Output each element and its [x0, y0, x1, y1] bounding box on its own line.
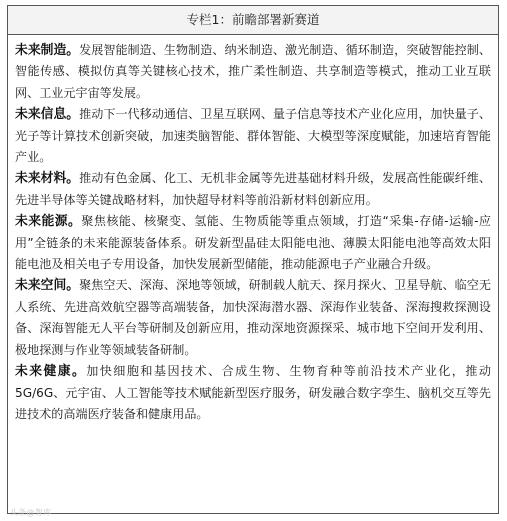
- watermark: 头条@智库: [10, 508, 52, 517]
- section-body: 推动有色金属、化工、无机非金属等先进基础材料升级，发展高性能碳纤维、先进半导体等关键战略材料，加快超导材料等前沿新材料创新应用。: [15, 171, 491, 207]
- section-head: 未来信息。: [15, 107, 80, 123]
- section-future-energy: [15, 211, 491, 275]
- section-body: 加快细胞和基因技术、合成生物、生物育种等前沿技术产业化，推动5G/6G、元宇宙、人工智能等技术赋能新型医疗服务，研发融合数字孪生、脑机交互等先进技术的高端医疗装备和健康用品。: [15, 364, 491, 421]
- section-body: 聚焦空天、深海、深地等领域，研制载人航天、探月探火、卫星导航、临空无人系统、先进高效航空器等高端装备，加快深海潜水器、深海作业装备、深海搜救探测设备、深海智能无人平台等研制及创新应用，推动深地资源探采、城市地下空间开发利用、极地探测与作业等领域装备研制。: [15, 278, 491, 357]
- section-head: 未来能源。: [15, 214, 82, 230]
- column-content: [8, 35, 498, 425]
- section-head: 未来空间。: [15, 278, 80, 294]
- section-future-space: [15, 275, 491, 361]
- column-box: [7, 5, 499, 514]
- section-future-information: [15, 104, 491, 168]
- section-head: 未来材料。: [15, 171, 80, 187]
- section-body: 发展智能制造、生物制造、纳米制造、激光制造、循环制造，突破智能控制、智能传感、模拟仿真等关键核心技术，推广柔性制造、共享制造等模式，推动工业互联网、工业元宇宙等发展。: [15, 43, 491, 100]
- section-body: 推动下一代移动通信、卫星互联网、量子信息等技术产业化应用，加快量子、光子等计算技术创新突破，加速类脑智能、群体智能、大模型等深度赋能，加速培育智能产业。: [15, 107, 491, 165]
- section-future-health: [15, 361, 491, 425]
- section-head: 未来健康。: [15, 364, 87, 380]
- column-title: 专栏1：前瞻部署新赛道: [8, 6, 498, 35]
- section-head: 未来制造。: [15, 43, 80, 58]
- section-future-manufacturing: [15, 40, 491, 104]
- section-body: 聚焦核能、核聚变、氢能、生物质能等重点领域，打造“采集-存储-运输-应用”全链条的未来能源装备体系。研发新型晶硅太阳能电池、薄膜太阳能电池等高效太阳能电池及相关电子专用设备，加快发展新型储能，推动能源电子产业融合升级。: [15, 214, 492, 272]
- section-future-materials: [15, 168, 491, 211]
